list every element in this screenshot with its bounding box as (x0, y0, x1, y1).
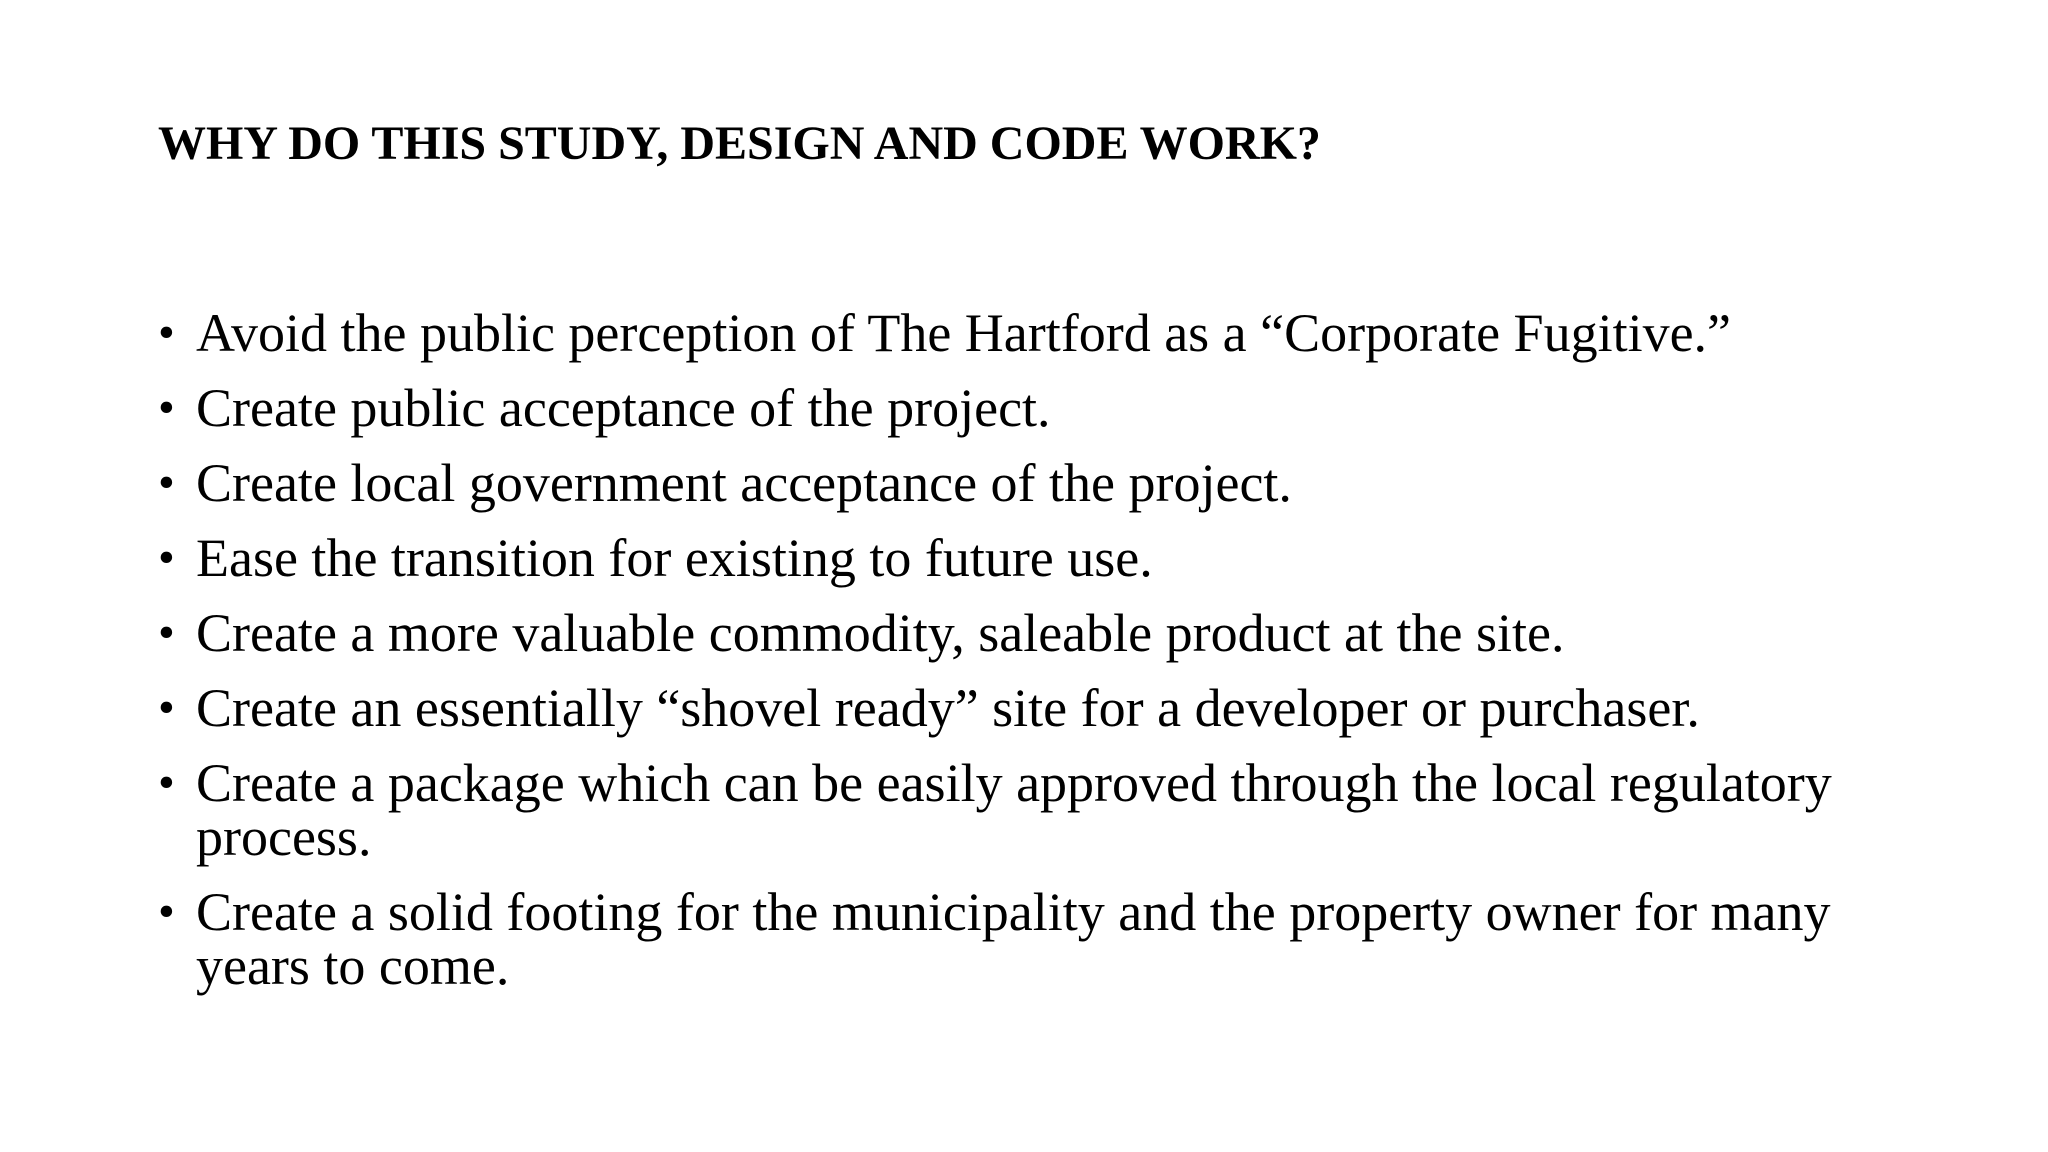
bullet-item (158, 378, 1918, 438)
bullet-item (158, 603, 1918, 663)
bullet-item (158, 303, 1918, 363)
bullet-text: Create public acceptance of the project. (196, 378, 1051, 438)
bullet-dot-icon: • (158, 681, 175, 734)
bullet-text: Create local government acceptance of the project. (196, 453, 1292, 513)
bullet-text: Create an essentially “shovel ready” site for a developer or purchaser. (196, 678, 1700, 738)
bullet-text: Create a solid footing for the municipality and the property owner for many years to come. (196, 882, 1831, 996)
bullet-dot-icon: • (158, 456, 175, 509)
bullet-item (158, 453, 1918, 513)
slide-title: WHY DO THIS STUDY, DESIGN AND CODE WORK? (158, 117, 1321, 170)
bullet-list (158, 303, 1918, 1014)
bullet-text: Create a package which can be easily approved through the local regulatory process. (196, 753, 1832, 867)
bullet-dot-icon: • (158, 756, 175, 809)
bullet-text: Avoid the public perception of The Hartford as a “Corporate Fugitive.” (196, 303, 1732, 363)
bullet-text: Ease the transition for existing to future use. (196, 528, 1153, 588)
bullet-item (158, 753, 1918, 867)
bullet-dot-icon: • (158, 306, 175, 359)
bullet-item (158, 528, 1918, 588)
bullet-text: Create a more valuable commodity, saleable product at the site. (196, 603, 1565, 663)
bullet-dot-icon: • (158, 381, 175, 434)
bullet-item (158, 882, 1918, 996)
bullet-dot-icon: • (158, 531, 175, 584)
bullet-dot-icon: • (158, 885, 175, 938)
bullet-dot-icon: • (158, 606, 175, 659)
bullet-item (158, 678, 1918, 738)
